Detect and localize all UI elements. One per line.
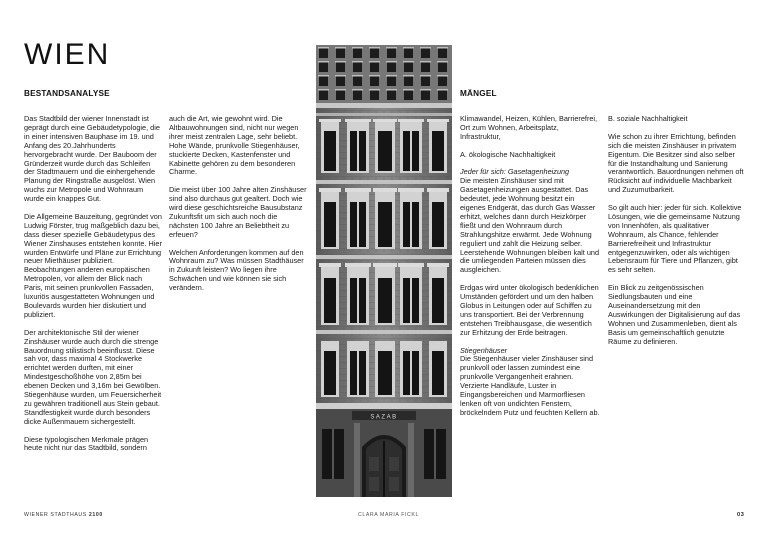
paragraph-body: Die Stiegenhäuser vieler Zinshäuser sind prunkvoll oder lassen zumindest eine prunkvolle Vergangenheit erahnen. Verzierte Handläufe, Luster in Eingangsbereichen und Marmorfliesen lenken oft von undichten Fenstern, bröckelndem Putz und feuchten Kellern ab. (460, 354, 600, 417)
paragraph: B. soziale Nachhaltigkeit (608, 114, 688, 123)
section-heading-maengel: MÄNGEL (460, 89, 497, 98)
paragraph: Erdgas wird unter ökologisch bedenklichen Umständen gefördert und um den halben Globus in Leitungen oder auf Schiffen zu uns transportiert. Bei der Verbrennung entstehen Treibhausgase, die wesentlich zur Erhitzung der Erde beitragen. (460, 283, 599, 337)
paragraph: Klimawandel, Heizen, Kühlen, Barrierefrei, Ort zum Wohnen, Arbeitsplatz, Infrastruktur, (460, 114, 598, 141)
paragraph: auch die Art, wie gewohnt wird. Die Altbauwohnungen sind, nicht nur wegen ihrer meist zentralen Lage, sehr beliebt. Hohe Wände, prunkvolle Stiegenhäuser, stuckierte Decken, Kastenfenster und Kabinette gehören zu dem besonderen Charme. (169, 114, 300, 177)
building-facade-photo (316, 45, 452, 497)
section-heading-bestandsanalyse: BESTANDSANALYSE (24, 89, 110, 98)
paragraph (460, 168, 600, 275)
paragraph: Wie schon zu ihrer Errichtung, befinden sich die meisten Zinshäuser in privatem Eigentum. Die Besitzer sind also selber für die Instandhaltung und Sanierung verantwortlich. Bauordnungen nehmen oft Rücksicht auf individuelle Machbarkeit und Zuzumutbarkeit. (608, 131, 744, 195)
footer-publication-year: 2100 (88, 512, 103, 518)
paragraph (460, 347, 600, 418)
paragraph: Diese typologischen Merkmale prägen heute nicht nur das Stadtbild, sondern (24, 434, 149, 453)
text-column-1 (24, 115, 162, 462)
text-column-2 (169, 115, 308, 302)
paragraph: Die meist über 100 Jahre alten Zinshäuser sind also durchaus gut gealtert. Doch wie wird diese geschichtsreiche Bausubstanz Zukunftsfit um sich auch noch die nächsten 100 Jahre an Beliebtheit zu erfeuen? (169, 185, 307, 239)
footer-publication (24, 512, 103, 518)
subheading-gasetagenheizung: Jeder für sich: Gasetagenheizung (460, 167, 570, 177)
footer-author: CLARA MARIA FICKL (358, 512, 419, 518)
paragraph: Ein Blick zu zeitgenössischen Siedlungsbauten und eine Auseinandersetzung mit den Auswirkungen der Digitalisierung auf das Wohnen und Zusammenleben, dient als Basis um gemeinschaftlich genutzte Räume zu definieren. (608, 283, 741, 346)
paragraph-body: Die meisten Zinshäuser sind mit Gasetagenheizungen ausgestattet. Das bedeutet, jede Wohnung besitzt ein eigenes Endgerät, das durch Gas Wasser erhitzt, welches dann durch Heizkörper fließt und den Wohnraum durch Strahlungshitze erwärmt. Jede Wohnung reguliert und zahlt die Heizung selber. Leerstehende Wohnungen bleiben kalt und die umliegenden Parteien müssen dies ausgleichen. (460, 176, 600, 275)
paragraph: Das Stadtbild der wiener Innenstadt ist geprägt durch eine Gebäudetypologie, die in einer intensiven Bauphase im 19. und Anfang des 20.Jahrhunderts hervorgebracht wurde. Der Bauboom der Gründerzeit wurde durch das Schleifen der Stadtmauern und die einhergehende Planung der Ringstraße ausgelöst. Wien wuchs zur Metropole und Wohnraum wurde ein knappes Gut. (24, 114, 160, 204)
text-column-3 (460, 115, 600, 427)
page-number: 03 (737, 512, 745, 518)
shop-sign-text: SAZAB (370, 414, 398, 421)
paragraph: Der architektonische Stil der wiener Zinshäuser wurde auch durch die strenge Bauordnung stilistisch beeinflusst. Diese sah vor, dass maximal 4 Stockwerke errichtet werden durften, mit einer Mindestgeschoßhöhe von 2,85m bei ebenen Decken und 3,16m bei Gewölben. Stiegenhäuse wurden, um Feuersicherheit zu gewähren traditionell aus Stein gebaut. Standfestigkeit wurde durch besonders dicke Außenmauern sichergestellt. (24, 327, 162, 426)
page-title: WIEN (24, 38, 111, 71)
subheading-stiegenhaeuser: Stiegenhäuser (460, 345, 508, 355)
footer-publication-name: WIENER STADTHAUS (24, 512, 87, 518)
text-column-4 (608, 115, 744, 355)
paragraph: So gilt auch hier: jeder für sich. Kollektive Lösungen, wie die gemeinsame Nutzung von Innenhöfen, als qualitativer Wohnraum, als Chance, fehlender Barrierefreiheit und Infrastruktur entgegenzuwirken, oder als wichtigen Lebensraum für Tiere und Pflanzen, gibt es sehr selten. (608, 203, 742, 275)
paragraph: Die Allgemeine Bauzeitung, gegründet von Ludwig Förster, trug maßgeblich dazu bei, dass dieser spezielle Gebäudetypus des Wiener Zinshauses entstehen konnte. Hier wurden Entwürfe und Pläne zur Errichtung neuer Miethäuser publiziert. Beobachtungen anderen europäischen Metropolen, vor allem der Blick nach Paris, mit seinen prunkvollen Fassaden, luxuriös ausgestatteten Wohnungen und Boulevards wurden hier diskutiert und publiziert. (24, 211, 162, 319)
paragraph: Welchen Anforderungen kommen auf den Wohnraum zu? Was müssen Stadthäuser in Zukunft leisten? Wo liegen ihre Schwächen und wie können sie sich verändern. (169, 247, 304, 293)
paragraph: A. ökologische Nachhaltigkeit (460, 149, 556, 159)
